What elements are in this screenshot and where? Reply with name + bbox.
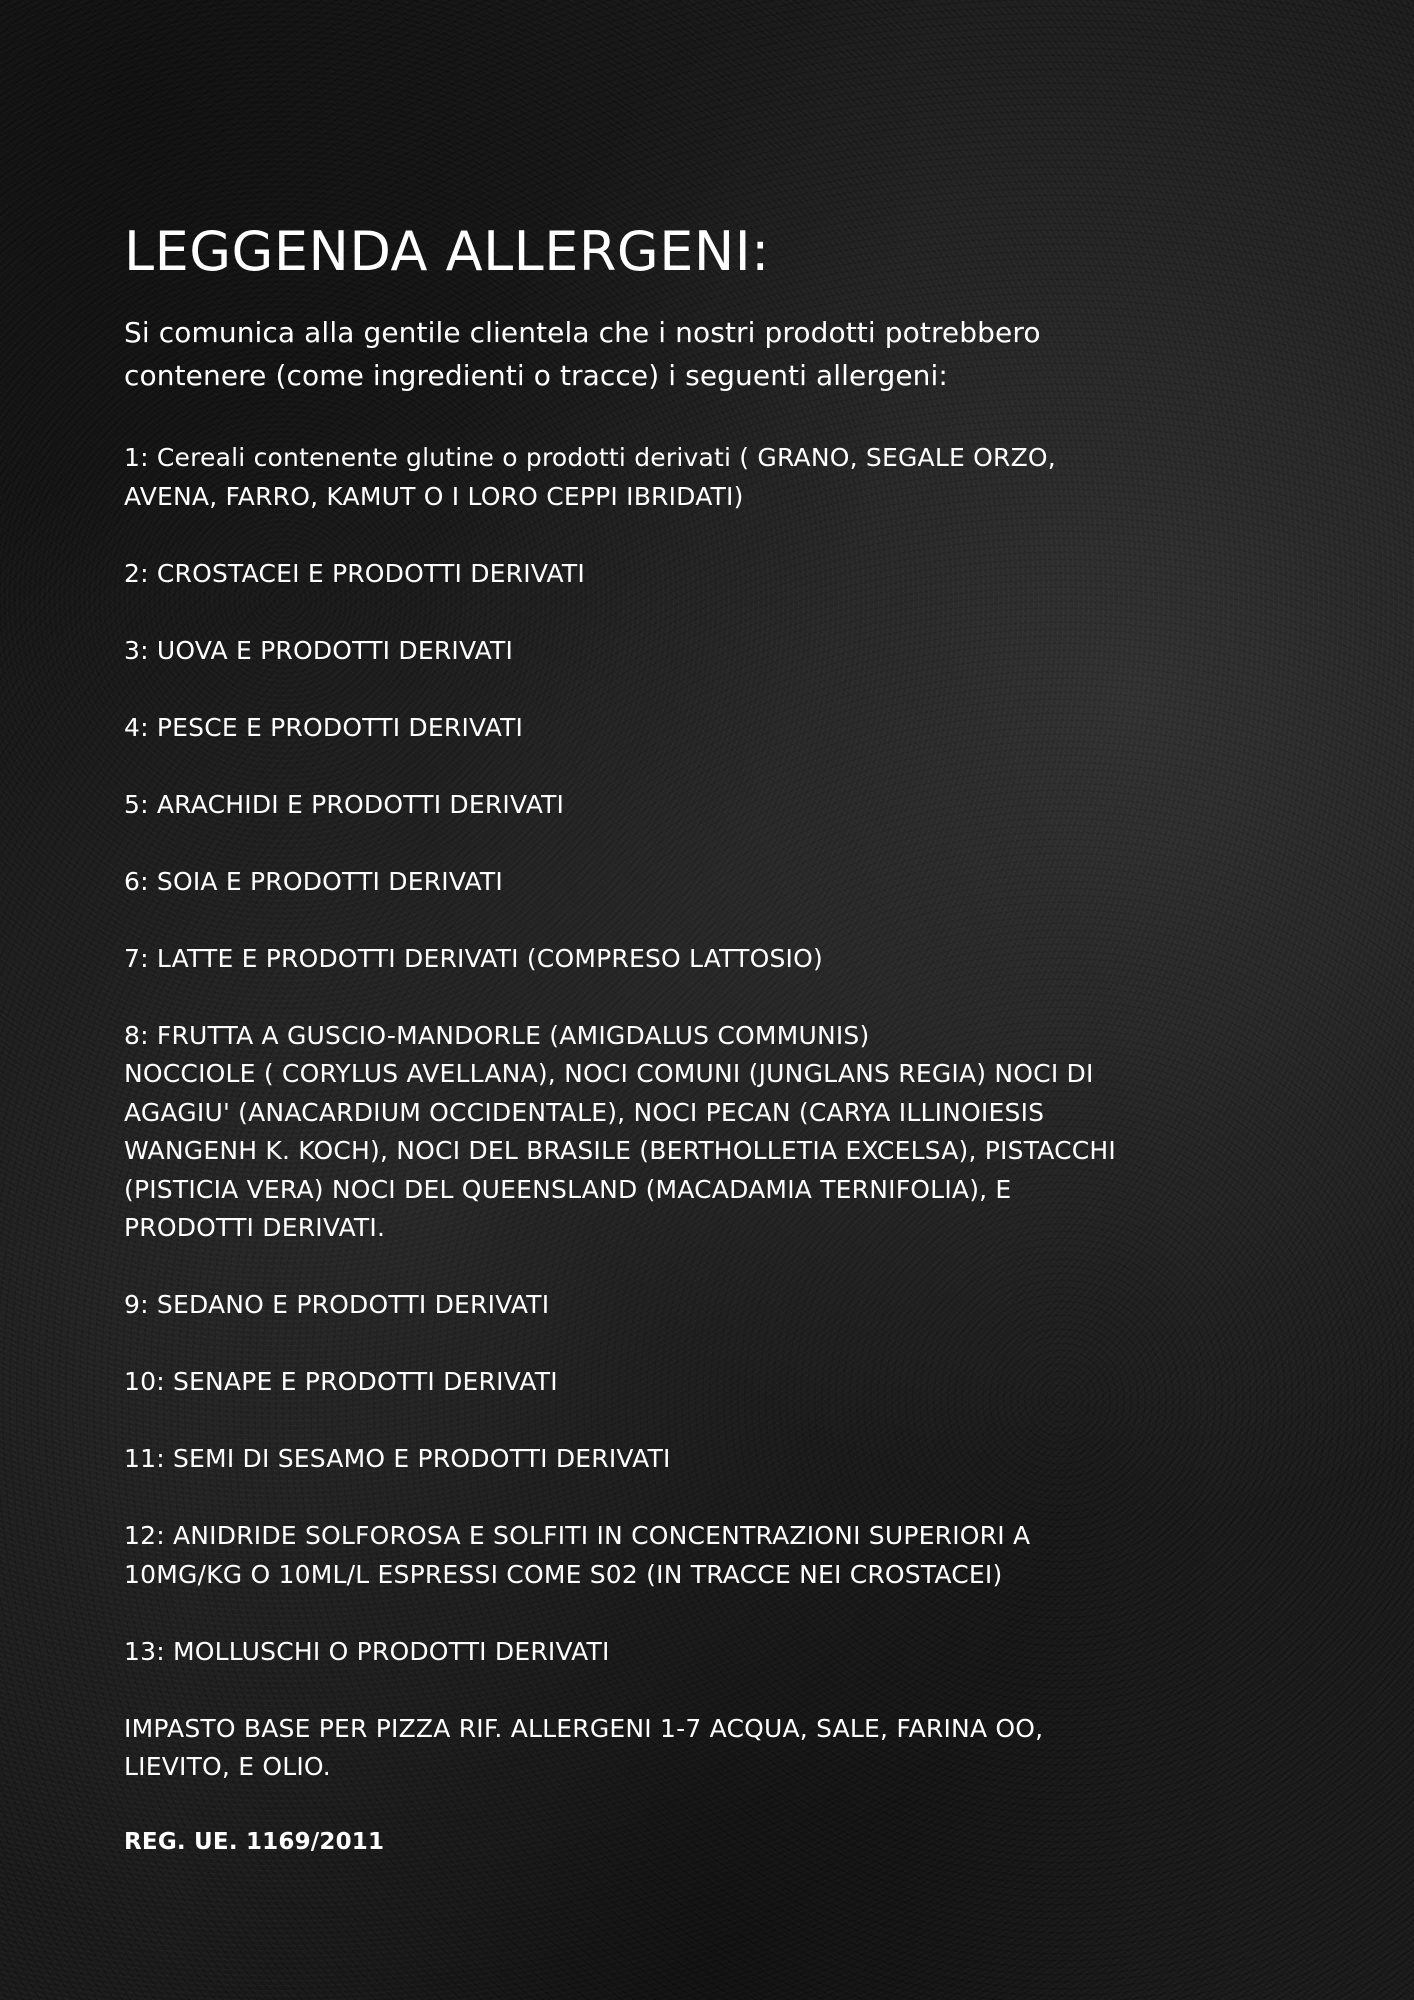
- allergen-line: 10: SENAPE E PRODOTTI DERIVATI: [124, 1367, 558, 1397]
- intro-line: Si comunica alla gentile clientela che i nostri prodotti potrebbero: [124, 316, 1041, 350]
- allergen-item-7: [124, 940, 1304, 979]
- allergen-item-8: [124, 1017, 1304, 1248]
- allergen-line: 12: ANIDRIDE SOLFOROSA E SOLFITI IN CONCENTRAZIONI SUPERIORI A: [124, 1521, 1031, 1551]
- allergen-item-9: [124, 1286, 1304, 1325]
- regulation-reference: REG. UE. 1169/2011: [124, 1828, 385, 1855]
- allergen-list: [124, 439, 1304, 1671]
- allergen-line: AGAGIU' (ANACARDIUM OCCIDENTALE), NOCI PECAN (CARYA ILLINOIESIS: [124, 1097, 1045, 1127]
- allergen-line: WANGENH K. KOCH), NOCI DEL BRASILE (BERTHOLLETIA EXCELSA), PISTACCHI: [124, 1136, 1116, 1166]
- allergen-line: 2: CROSTACEI E PRODOTTI DERIVATI: [124, 558, 585, 588]
- allergen-sheet: [124, 222, 1304, 1859]
- intro-line: contenere (come ingredienti o tracce) i seguenti allergeni:: [124, 359, 948, 393]
- allergen-line: 11: SEMI DI SESAMO E PRODOTTI DERIVATI: [124, 1444, 671, 1474]
- intro-text: [124, 311, 1304, 397]
- allergen-item-1: [124, 439, 1304, 516]
- allergen-item-13: [124, 1633, 1304, 1672]
- allergen-line: 3: UOVA E PRODOTTI DERIVATI: [124, 635, 514, 665]
- allergen-line: 1: Cereali contenente glutine o prodotti derivati ( GRANO, SEGALE ORZO,: [124, 443, 1056, 473]
- allergen-line: AVENA, FARRO, KAMUT O I LORO CEPPI IBRIDATI): [124, 481, 744, 511]
- allergen-line: 8: FRUTTA A GUSCIO-MANDORLE (AMIGDALUS COMMUNIS): [124, 1020, 870, 1050]
- allergen-item-10: [124, 1363, 1304, 1402]
- allergen-line: 7: LATTE E PRODOTTI DERIVATI (COMPRESO LATTOSIO): [124, 943, 823, 973]
- note-line: LIEVITO, E OLIO.: [124, 1752, 331, 1782]
- allergen-line: 6: SOIA E PRODOTTI DERIVATI: [124, 866, 503, 896]
- allergen-item-11: [124, 1440, 1304, 1479]
- allergen-line: (PISTICIA VERA) NOCI DEL QUEENSLAND (MACADAMIA TERNIFOLIA), E: [124, 1174, 1012, 1204]
- allergen-line: 10MG/KG O 10ML/L ESPRESSI COME S02 (IN TRACCE NEI CROSTACEI): [124, 1559, 1003, 1589]
- allergen-item-5: [124, 786, 1304, 825]
- allergen-line: 5: ARACHIDI E PRODOTTI DERIVATI: [124, 789, 565, 819]
- allergen-item-6: [124, 863, 1304, 902]
- allergen-line: PRODOTTI DERIVATI.: [124, 1213, 386, 1243]
- allergen-item-12: [124, 1517, 1304, 1594]
- allergen-line: 13: MOLLUSCHI O PRODOTTI DERIVATI: [124, 1636, 610, 1666]
- allergen-line: 9: SEDANO E PRODOTTI DERIVATI: [124, 1290, 550, 1320]
- allergen-item-2: [124, 555, 1304, 594]
- pizza-dough-note: [124, 1710, 1304, 1787]
- page-title: LEGGENDA ALLERGENI:: [124, 220, 770, 283]
- allergen-item-3: [124, 632, 1304, 671]
- allergen-item-4: [124, 709, 1304, 748]
- note-line: IMPASTO BASE PER PIZZA RIF. ALLERGENI 1-7 ACQUA, SALE, FARINA OO,: [124, 1713, 1044, 1743]
- allergen-line: NOCCIOLE ( CORYLUS AVELLANA), NOCI COMUNI (JUNGLANS REGIA) NOCI DI: [124, 1059, 1094, 1089]
- allergen-line: 4: PESCE E PRODOTTI DERIVATI: [124, 712, 524, 742]
